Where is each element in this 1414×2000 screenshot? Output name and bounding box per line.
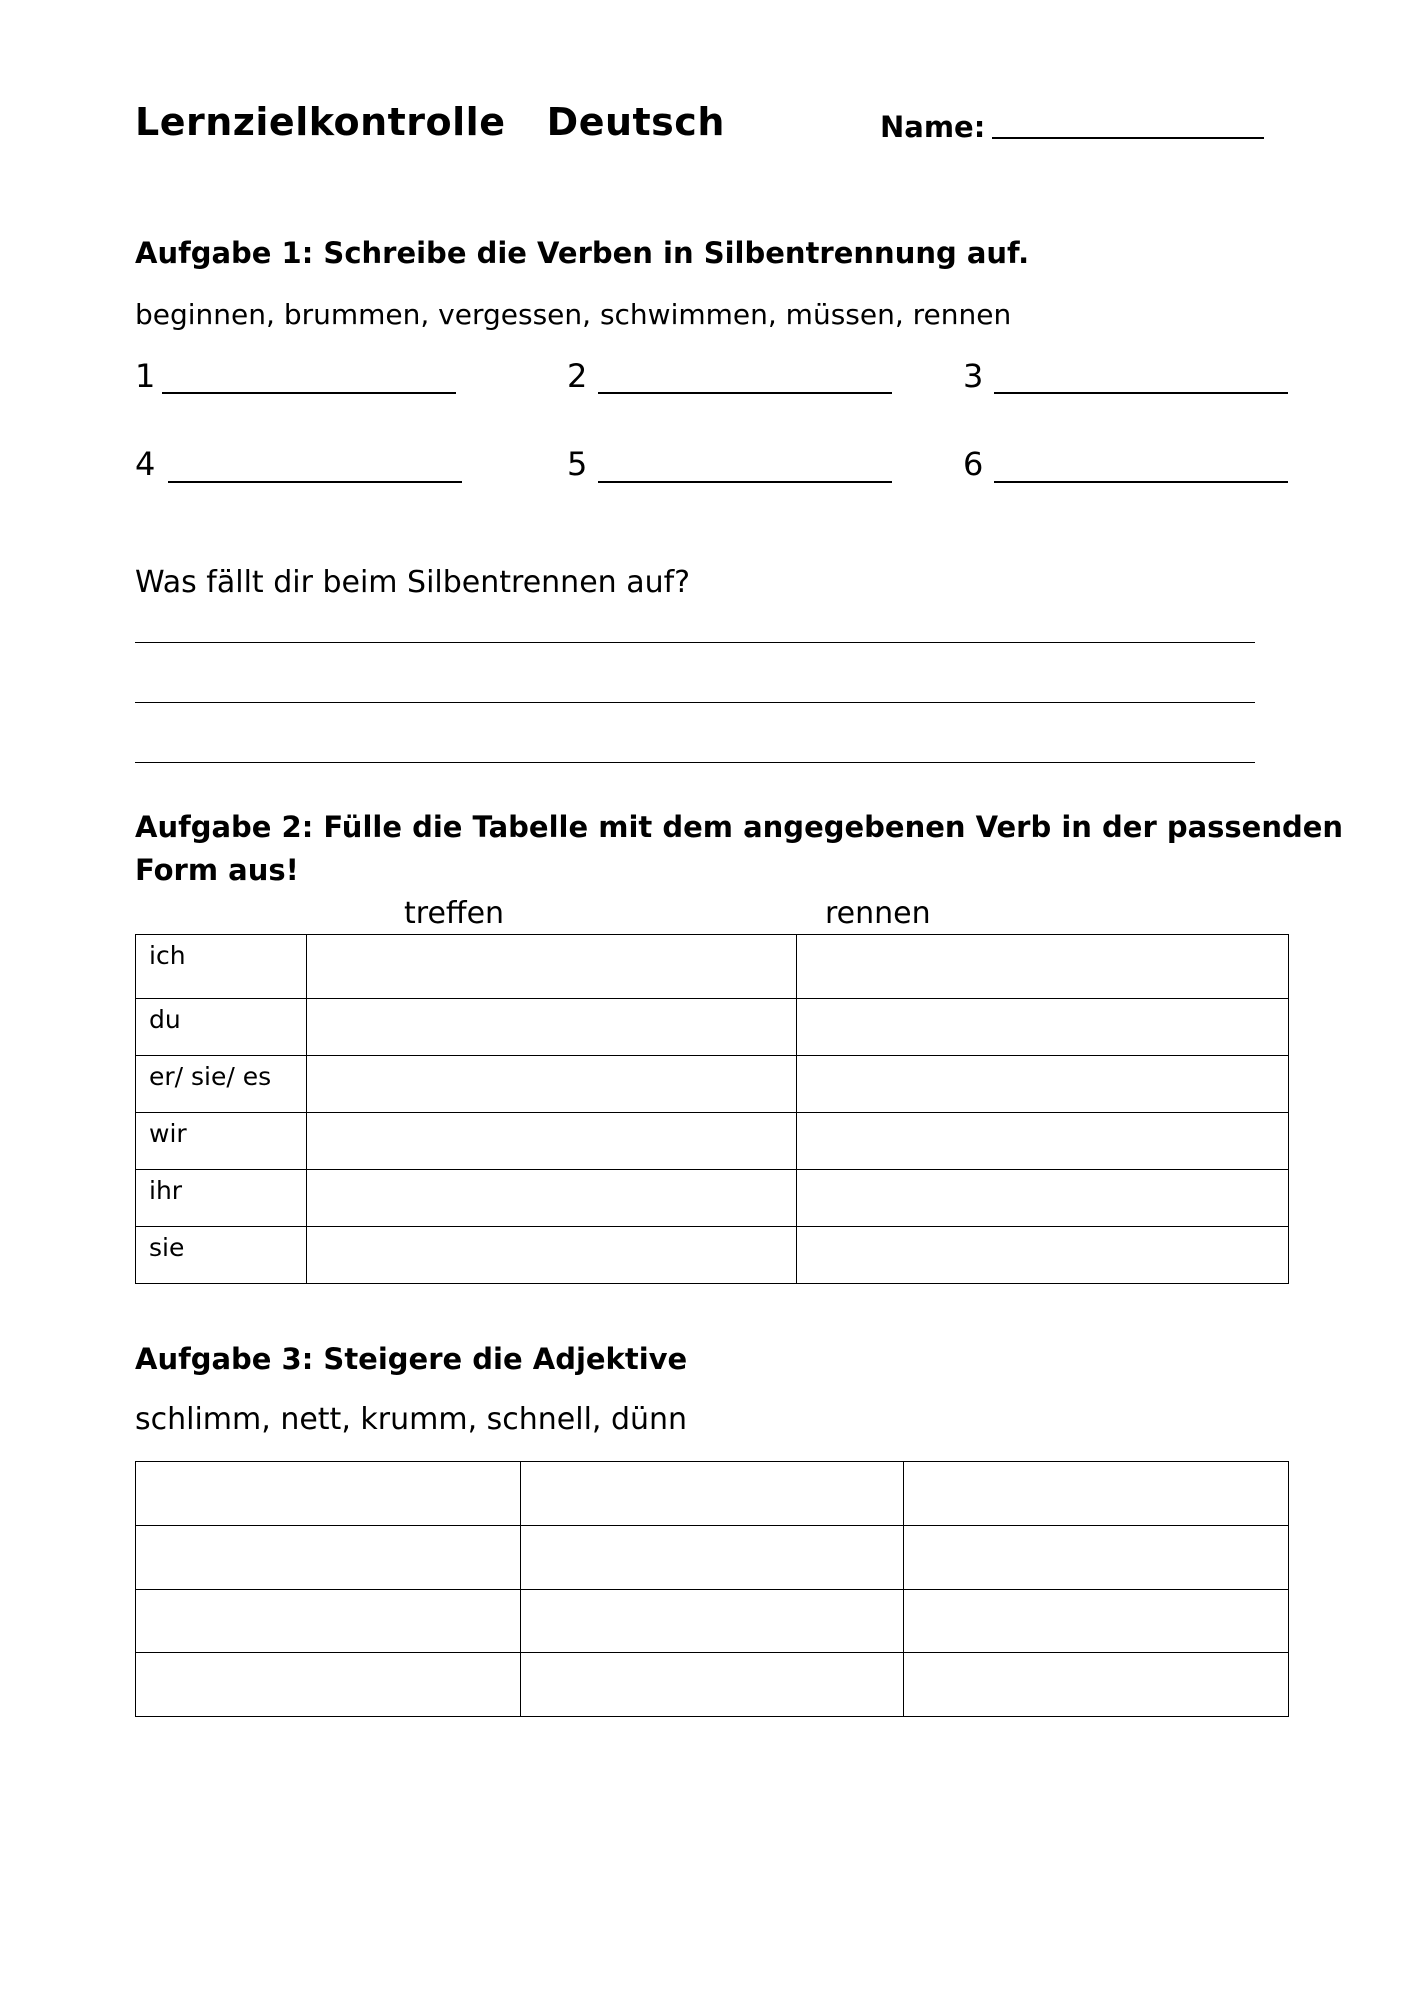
adjective-cell[interactable] bbox=[520, 1462, 904, 1526]
table-row bbox=[136, 999, 1289, 1056]
task1-heading: Aufgabe 1: Schreibe die Verben in Silbentrennung auf. bbox=[135, 236, 1030, 270]
answer-cell-rennen[interactable] bbox=[797, 1113, 1289, 1170]
answer-line-5[interactable] bbox=[598, 481, 892, 483]
pronoun-er-sie-es: er/ sie/ es bbox=[136, 1056, 307, 1113]
answer-cell-rennen[interactable] bbox=[797, 999, 1289, 1056]
answer-cell-treffen[interactable] bbox=[306, 1056, 797, 1113]
answer-number-6: 6 bbox=[963, 445, 984, 483]
adjective-cell[interactable] bbox=[904, 1526, 1289, 1590]
adjective-table bbox=[135, 1461, 1289, 1717]
writing-line-3[interactable] bbox=[135, 762, 1255, 763]
answer-cell-treffen[interactable] bbox=[306, 999, 797, 1056]
adjective-cell[interactable] bbox=[136, 1653, 521, 1717]
table-row bbox=[136, 1056, 1289, 1113]
table-row bbox=[136, 1170, 1289, 1227]
task3-word-list: schlimm, nett, krumm, schnell, dünn bbox=[135, 1402, 688, 1437]
answer-line-4[interactable] bbox=[168, 481, 462, 483]
answer-line-2[interactable] bbox=[598, 392, 892, 394]
table-row bbox=[136, 1462, 1289, 1526]
answer-number-1: 1 bbox=[135, 357, 156, 395]
answer-number-4: 4 bbox=[135, 445, 156, 483]
name-field-line[interactable] bbox=[992, 137, 1264, 139]
adjective-cell[interactable] bbox=[136, 1462, 521, 1526]
task2-heading-line2: Form aus! bbox=[135, 853, 299, 887]
table-row bbox=[136, 935, 1289, 999]
task1-word-list: beginnen, brummen, vergessen, schwimmen, müssen, rennen bbox=[135, 298, 1012, 331]
task1-question: Was fällt dir beim Silbentrennen auf? bbox=[135, 565, 691, 600]
adjective-cell[interactable] bbox=[136, 1590, 521, 1653]
adjective-cell[interactable] bbox=[520, 1653, 904, 1717]
name-label: Name: bbox=[880, 110, 986, 144]
answer-line-1[interactable] bbox=[162, 392, 456, 394]
column-header-treffen: treffen bbox=[404, 896, 505, 931]
adjective-cell[interactable] bbox=[520, 1590, 904, 1653]
task3-heading: Aufgabe 3: Steigere die Adjektive bbox=[135, 1342, 688, 1376]
pronoun-du: du bbox=[136, 999, 307, 1056]
pronoun-wir: wir bbox=[136, 1113, 307, 1170]
page-title: Lernzielkontrolle Deutsch bbox=[135, 100, 725, 144]
adjective-cell[interactable] bbox=[520, 1526, 904, 1590]
adjective-cell[interactable] bbox=[904, 1590, 1289, 1653]
answer-cell-rennen[interactable] bbox=[797, 1170, 1289, 1227]
answer-number-2: 2 bbox=[567, 357, 588, 395]
answer-number-3: 3 bbox=[963, 357, 984, 395]
adjective-cell[interactable] bbox=[136, 1526, 521, 1590]
table-row bbox=[136, 1590, 1289, 1653]
column-header-rennen: rennen bbox=[825, 896, 931, 931]
answer-cell-treffen[interactable] bbox=[306, 1170, 797, 1227]
answer-cell-rennen[interactable] bbox=[797, 1056, 1289, 1113]
answer-cell-treffen[interactable] bbox=[306, 935, 797, 999]
conjugation-table bbox=[135, 934, 1289, 1284]
task2-heading-line1: Aufgabe 2: Fülle die Tabelle mit dem angegebenen Verb in der passenden bbox=[135, 810, 1344, 844]
pronoun-sie: sie bbox=[136, 1227, 307, 1284]
answer-cell-rennen[interactable] bbox=[797, 1227, 1289, 1284]
answer-line-3[interactable] bbox=[994, 392, 1288, 394]
answer-line-6[interactable] bbox=[994, 481, 1288, 483]
answer-cell-treffen[interactable] bbox=[306, 1227, 797, 1284]
writing-line-1[interactable] bbox=[135, 642, 1255, 643]
adjective-cell[interactable] bbox=[904, 1462, 1289, 1526]
pronoun-ihr: ihr bbox=[136, 1170, 307, 1227]
table-row bbox=[136, 1653, 1289, 1717]
pronoun-ich: ich bbox=[136, 935, 307, 999]
table-row bbox=[136, 1227, 1289, 1284]
answer-cell-rennen[interactable] bbox=[797, 935, 1289, 999]
adjective-cell[interactable] bbox=[904, 1653, 1289, 1717]
answer-cell-treffen[interactable] bbox=[306, 1113, 797, 1170]
table-row bbox=[136, 1526, 1289, 1590]
answer-number-5: 5 bbox=[567, 445, 588, 483]
writing-line-2[interactable] bbox=[135, 702, 1255, 703]
table-row bbox=[136, 1113, 1289, 1170]
